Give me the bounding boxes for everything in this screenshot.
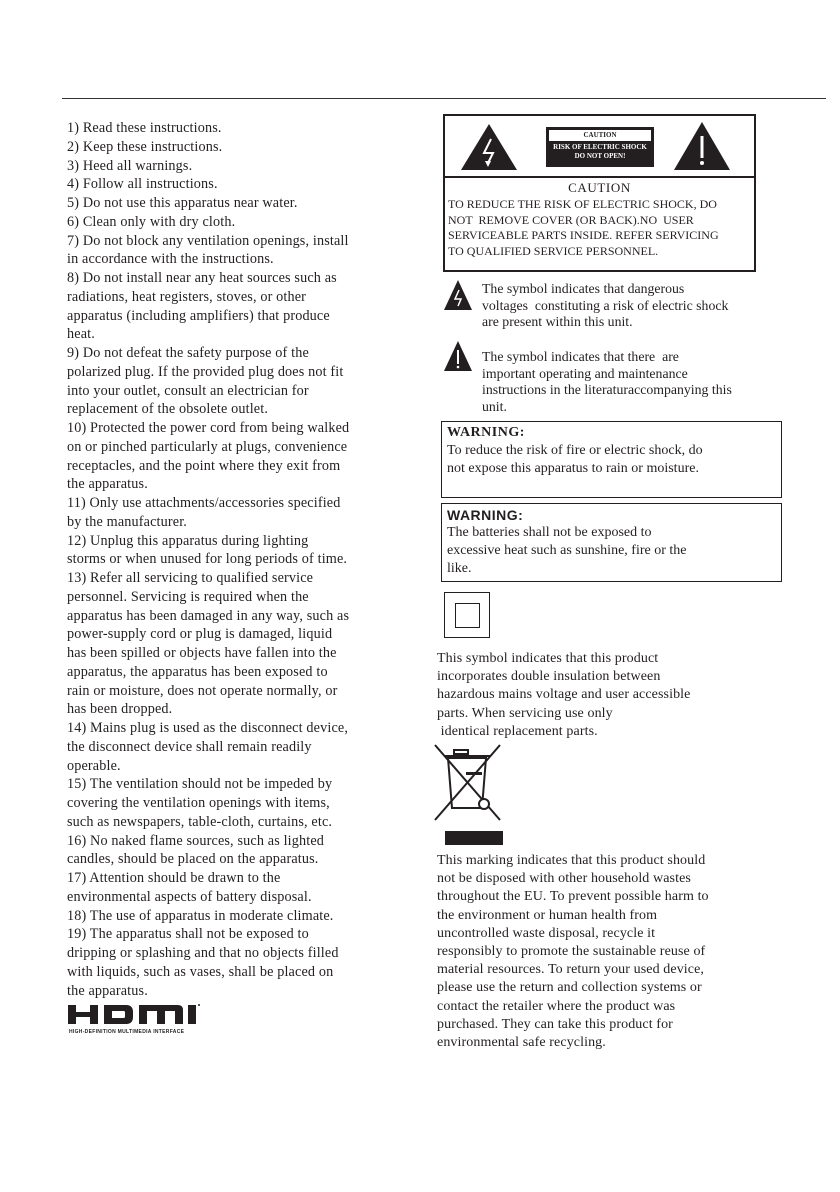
double-insulation-description [437, 650, 690, 741]
instruction-item [67, 494, 402, 532]
text-line: The batteries shall not be exposed to [447, 525, 652, 540]
instruction-line: 2) Keep these instructions. [67, 138, 223, 155]
caution-label-line: RISK OF ELECTRIC SHOCK [553, 143, 647, 151]
lightning-warning-icon [460, 123, 518, 171]
warning-title: WARNING: [447, 425, 525, 440]
hdmi-logo-wordmark [68, 1002, 200, 1026]
instruction-line: power-supply cord or plug is damaged, liquid [67, 626, 333, 643]
text-line: NOT REMOVE COVER (OR BACK).NO USER [448, 212, 694, 227]
hdmi-logo-subtitle: HIGH-DEFINITION MULTIMEDIA INTERFACE [69, 1029, 185, 1035]
warning-box-batteries [441, 503, 782, 582]
instruction-item [67, 925, 402, 1000]
instruction-item [67, 194, 402, 213]
instruction-line: 15) The ventilation should not be impeded by [67, 776, 333, 793]
text-line: The symbol indicates that there are [482, 349, 679, 364]
instruction-line: radiations, heat registers, stoves, or other [67, 288, 307, 305]
weee-description [437, 852, 709, 1052]
lightning-symbol-icon [443, 279, 473, 311]
safety-instructions-list [67, 119, 402, 1000]
instruction-item [67, 213, 402, 232]
caution-label-line: DO NOT OPEN! [574, 152, 626, 160]
instruction-line: such as newspapers, table-cloth, curtains, etc. [67, 813, 333, 830]
instruction-item [67, 719, 402, 775]
text-line: environmental safe recycling. [437, 1035, 606, 1051]
instruction-item [67, 869, 402, 907]
text-line: parts. When servicing use only [437, 705, 613, 721]
caution-box-header [445, 116, 754, 178]
instruction-line: 5) Do not use this apparatus near water. [67, 195, 298, 211]
warning-box-moisture [441, 421, 782, 498]
instruction-line: 16) No naked flame sources, such as lighted [67, 832, 325, 849]
instruction-line: 18) The use of apparatus in moderate climate. [67, 907, 334, 924]
header-rule [62, 98, 826, 99]
text-line: not expose this apparatus to rain or moisture. [447, 461, 699, 476]
text-line: incorporates double insulation between [437, 669, 661, 685]
instruction-line: polarized plug. If the provided plug does not fit [67, 363, 344, 380]
instruction-line: personnel. Servicing is required when the [67, 588, 309, 605]
instruction-item [67, 157, 402, 176]
double-insulation-icon [444, 592, 490, 638]
instruction-line: rain or moisture, does not operate normally, or [67, 682, 338, 699]
text-line: please use the return and collection systems or [437, 980, 702, 996]
instruction-line: the disconnect device shall remain readily [67, 738, 312, 755]
instruction-item [67, 119, 402, 138]
instruction-line: 19) The apparatus shall not be exposed to [67, 926, 309, 943]
instruction-line: replacement of the obsolete outlet. [67, 401, 269, 418]
exclamation-symbol-description [482, 349, 732, 415]
instruction-line: storms or when unused for long periods of time. [67, 551, 348, 568]
instruction-line: receptacles, and the point where they exit from [67, 457, 341, 474]
instruction-line: by the manufacturer. [67, 513, 187, 530]
text-line: This symbol indicates that this product [437, 651, 659, 666]
text-line: SERVICEABLE PARTS INSIDE. REFER SERVICING [448, 228, 719, 242]
text-line: hazardous mains voltage and user accessible [437, 687, 691, 703]
instruction-line: the apparatus. [67, 476, 148, 493]
text-line: unit. [482, 398, 507, 414]
caution-label-title: CAUTION [549, 130, 651, 141]
exclamation-warning-icon [673, 121, 731, 171]
text-line: important operating and maintenance [482, 365, 688, 381]
instruction-line: in accordance with the instructions. [67, 251, 274, 268]
instruction-item [67, 775, 402, 831]
instruction-line: apparatus has been damaged in any way, such as [67, 607, 350, 624]
lightning-symbol-description [482, 281, 728, 331]
text-line: uncontrolled waste disposal, recycle it [437, 925, 656, 941]
instruction-item [67, 344, 402, 419]
instruction-item [67, 419, 402, 494]
instruction-line: environmental aspects of battery disposal. [67, 888, 312, 905]
instruction-item [67, 532, 402, 570]
caution-title: CAUTION [568, 180, 631, 195]
weee-crossed-bin-icon [432, 742, 504, 848]
instruction-line: heat. [67, 326, 95, 343]
instruction-line: covering the ventilation openings with items, [67, 795, 330, 811]
instruction-line: 9) Do not defeat the safety purpose of the [67, 345, 309, 361]
caution-box [443, 114, 756, 272]
instruction-line: candles, should be placed on the apparatus. [67, 851, 319, 868]
instruction-line: 14) Mains plug is used as the disconnect device, [67, 720, 349, 736]
text-line: To reduce the risk of fire or electric shock, do [447, 443, 703, 458]
exclamation-symbol-icon [443, 340, 473, 372]
warning-title: WARNING: [447, 507, 524, 523]
text-line: instructions in the literaturaccompanying this [482, 382, 732, 397]
instruction-line: 10) Protected the power cord from being walked [67, 420, 350, 436]
hdmi-logo [68, 1002, 200, 1035]
instruction-line: the apparatus. [67, 982, 148, 999]
text-line: not be disposed with other household wastes [437, 871, 691, 887]
instruction-line: into your outlet, consult an electrician for [67, 382, 309, 399]
instruction-line: on or pinched particularly at plugs, convenience [67, 438, 348, 455]
instruction-line: 4) Follow all instructions. [67, 176, 218, 193]
instruction-line: 17) Attention should be drawn to the [67, 870, 281, 886]
text-line: voltages constituting a risk of electric shock [482, 297, 729, 313]
instruction-item [67, 269, 402, 344]
instruction-line: has been dropped. [67, 701, 173, 718]
caution-label [546, 127, 654, 167]
instruction-item [67, 175, 402, 194]
text-line: The symbol indicates that dangerous [482, 281, 685, 296]
text-line: TO REDUCE THE RISK OF ELECTRIC SHOCK, DO [448, 197, 717, 211]
instruction-line: 8) Do not install near any heat sources such as [67, 270, 337, 286]
instruction-line: apparatus, the apparatus has been exposed to [67, 663, 328, 680]
instruction-item [67, 569, 402, 719]
instruction-item [67, 138, 402, 157]
instruction-line: 6) Clean only with dry cloth. [67, 213, 236, 230]
text-line: material resources. To return your used device, [437, 962, 705, 978]
text-line: responsibly to promote the sustainable reuse of [437, 944, 706, 960]
text-line: are present within this unit. [482, 314, 633, 329]
text-line: identical replacement parts. [437, 723, 598, 739]
instruction-line: with liquids, such as vases, shall be placed on [67, 963, 334, 980]
instruction-item [67, 832, 402, 870]
text-line: the environment or human health from [437, 907, 658, 923]
instruction-line: 1) Read these instructions. [67, 120, 222, 136]
text-line: throughout the EU. To prevent possible harm to [437, 889, 709, 905]
instruction-line: apparatus (including amplifiers) that produce [67, 307, 330, 324]
instruction-line: operable. [67, 757, 121, 774]
text-line: purchased. They can take this product for [437, 1016, 673, 1032]
instruction-line: 7) Do not block any ventilation openings, install [67, 232, 349, 249]
text-line: excessive heat such as sunshine, fire or the [447, 543, 687, 558]
instruction-line: has been spilled or objects have fallen into the [67, 645, 337, 661]
instruction-item [67, 232, 402, 270]
instruction-line: 13) Refer all servicing to qualified service [67, 570, 314, 586]
text-line: This marking indicates that this product should [437, 853, 706, 868]
instruction-item [67, 907, 402, 926]
instruction-line: 11) Only use attachments/accessories specified [67, 495, 341, 511]
caution-text [448, 197, 719, 259]
text-line: like. [447, 561, 472, 576]
text-line: contact the retailer where the product was [437, 998, 676, 1014]
text-line: TO QUALIFIED SERVICE PERSONNEL. [448, 243, 659, 258]
instruction-line: 12) Unplug this apparatus during lighting [67, 532, 309, 549]
instruction-line: dripping or splashing and that no objects filled [67, 945, 339, 961]
instruction-line: 3) Heed all warnings. [67, 157, 193, 174]
